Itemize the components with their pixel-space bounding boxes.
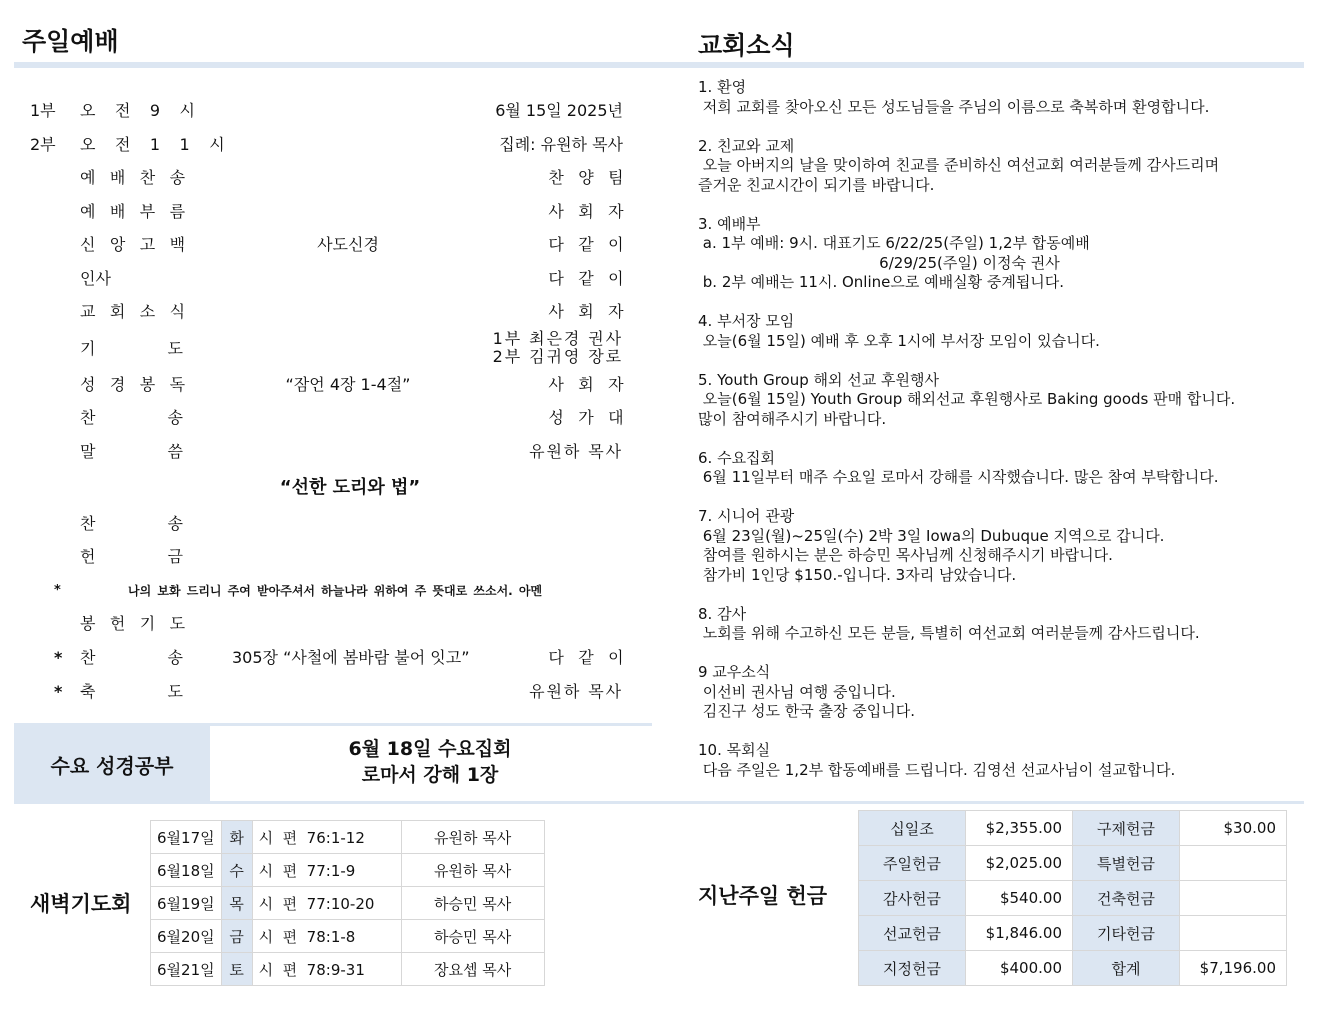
wednesday-line-1: 6월 18일 수요집회 [348,738,512,760]
table-row [859,811,1287,846]
item-name: 교회소식 [80,302,200,321]
offering-response: 나의 보화 드리니 주여 받아주셔서 하늘나라 위하여 주 뜻대로 쓰소서. 아멘 [128,584,543,598]
dawn-passage: 시 편 77:1-9 [252,854,401,887]
news-item [698,605,1288,644]
item-leader: 찬양팀 [548,168,638,187]
dawn-prayer-table [150,820,545,986]
service-2-time: 오 전 1 1 시 [80,135,232,154]
news-item-text: 오늘 아버지의 날을 맞이하여 친교를 준비하신 여선교회 여러분들께 감사드리며 [698,156,1220,174]
news-item [698,371,1288,430]
news-item [698,663,1288,722]
item-name: 축도 [80,682,255,701]
wednesday-label: 수요 성경공부 [14,726,210,802]
news-item [698,137,1288,196]
news-item-text: 다음 주일은 1,2부 합동예배를 드립니다. 김영선 선교사님이 설교합니다. [698,760,1176,779]
service-date: 6월 15일 2025년 [495,101,623,120]
news-item-title: 7. 시니어 관광 [698,507,795,525]
offering-category: 합계 [1073,951,1180,986]
sermon-title: “선한 도리와 법” [279,477,421,498]
offering-category: 지정헌금 [859,951,966,986]
table-row [859,846,1287,881]
wednesday-line-2: 로마서 강해 1장 [361,764,499,786]
officiant: 집례: 유원하 목사 [499,135,623,154]
offering-category: 구제헌금 [1073,811,1180,846]
offering-category: 건축헌금 [1073,881,1180,916]
news-item-text: 참가비 1인당 $150.-입니다. 3자리 남았습니다. [698,565,1017,584]
offering-amount [1180,881,1287,916]
item-name: 신앙고백 [80,235,200,254]
news-title: 교회소식 [698,31,795,60]
dawn-date: 6월20일 [151,920,222,953]
item-leader: 사회자 [548,375,638,394]
news-item-title: 10. 목회실 [698,741,771,759]
item-name: 봉헌기도 [80,614,200,633]
dawn-day: 수 [221,854,252,887]
news-item-title: 6. 수요집회 [698,448,776,467]
title-divider [14,62,1304,68]
item-leader: 성가대 [548,408,638,427]
dawn-date: 6월17일 [151,821,222,854]
dawn-date: 6월18일 [151,854,222,887]
item-detail: 사도신경 [317,235,379,254]
offering-amount: $30.00 [1180,811,1287,846]
offering-amount: $2,355.00 [966,811,1073,846]
news-item-title: 4. 부서장 모임 [698,312,795,330]
news-item-text: 오늘(6월 15일) Youth Group 해외선교 후원행사로 Baking goods 판매 합니다. [698,390,1236,408]
news-item-text: 저희 교회를 찾아오신 모든 성도님들을 주님의 이름으로 축복하며 환영합니다. [698,97,1210,116]
item-name: 찬송 [80,408,255,427]
dawn-day: 목 [221,887,252,920]
item-name: 예배부름 [80,202,200,221]
bottom-divider [14,801,1304,804]
item-name: 기도 [80,339,255,358]
news-item-title: 3. 예배부 [698,214,761,233]
table-row [151,953,545,986]
news-item-text: b. 2부 예배는 11시. Online으로 예배실황 중계됩니다. [698,273,1065,291]
news-item-title: 8. 감사 [698,604,747,623]
offering-table [858,810,1287,986]
table-row [151,887,545,920]
prayer-leader-1: 1부 최은경 권사 [492,329,623,348]
offering-amount: $1,846.00 [966,916,1073,951]
news-item-text: 6/29/25(주일) 이정숙 권사 [698,253,1060,272]
dawn-leader: 하승민 목사 [401,920,544,953]
item-leader: 다같이 [548,648,638,667]
table-row [859,951,1287,986]
news-item-title: 1. 환영 [698,78,747,96]
item-leader: 사회자 [548,302,638,321]
star-mark: * [54,682,63,701]
offering-category: 기타헌금 [1073,916,1180,951]
offering-amount: $7,196.00 [1180,951,1287,986]
dawn-date: 6월21일 [151,953,222,986]
dawn-day: 금 [221,920,252,953]
news-item-text: 김진구 성도 한국 출장 중입니다. [698,702,915,720]
item-name: 성경봉독 [80,375,200,394]
news-item-title: 9 교우소식 [698,663,771,681]
dawn-passage: 시 편 78:9-31 [252,953,401,986]
service-2-label: 2부 [30,135,56,154]
scripture: “잠언 4장 1-4절” [285,375,411,394]
offering-amount [1180,846,1287,881]
item-name: 인사 [80,269,111,288]
news-item [698,215,1288,293]
table-row [151,821,545,854]
news-item-text: 참여를 원하시는 분은 하승민 목사님께 신청해주시기 바랍니다. [698,546,1113,564]
news-item-text: 많이 참여해주시기 바랍니다. [698,409,887,428]
offering-label: 지난주일 헌금 [698,884,828,908]
offering-category: 십일조 [859,811,966,846]
item-leader: 유원하 목사 [529,442,623,461]
dawn-passage: 시 편 78:1-8 [252,920,401,953]
dawn-day: 화 [221,821,252,854]
item-name: 예배찬송 [80,168,200,187]
church-news [698,78,1288,800]
item-name: 찬송 [80,648,255,667]
worship-title: 주일예배 [22,27,119,56]
dawn-leader: 하승민 목사 [401,887,544,920]
news-item [698,507,1288,585]
item-name: 찬송 [80,514,255,533]
table-row [151,920,545,953]
dawn-passage: 시 편 77:10-20 [252,887,401,920]
prayer-leader-2: 2부 김귀영 장로 [492,347,623,366]
news-item [698,78,1288,117]
news-item-text: 노회를 위해 수고하신 모든 분들, 특별히 여선교회 여러분들께 감사드립니다. [698,624,1200,642]
star-mark: * [54,583,61,598]
offering-amount: $540.00 [966,881,1073,916]
service-1-time: 오 전 9 시 [80,101,203,120]
news-item [698,449,1288,488]
dawn-leader: 유원하 목사 [401,821,544,854]
item-leader: 사회자 [548,202,638,221]
news-item-text: 즐거운 친교시간이 되기를 바랍니다. [698,175,935,194]
item-leader: 유원하 목사 [529,682,623,701]
news-item-text: 6월 11일부터 매주 수요일 로마서 강해를 시작했습니다. 많은 참여 부탁합니다. [698,468,1219,486]
offering-amount: $2,025.00 [966,846,1073,881]
dawn-passage: 시 편 76:1-12 [252,821,401,854]
dawn-prayer-label: 새벽기도회 [30,892,132,916]
service-1-label: 1부 [30,101,56,120]
news-item-title: 5. Youth Group 해외 선교 후원행사 [698,370,939,389]
table-row [151,854,545,887]
table-row [859,916,1287,951]
dawn-day: 토 [221,953,252,986]
offering-category: 특별헌금 [1073,846,1180,881]
closing-hymn: 305장 “사철에 봄바람 불어 잇고” [232,648,470,667]
dawn-leader: 장요셉 목사 [401,953,544,986]
news-item [698,312,1288,351]
news-item [698,741,1288,780]
offering-amount [1180,916,1287,951]
item-name: 헌금 [80,547,255,566]
offering-category: 선교헌금 [859,916,966,951]
news-item-text: 오늘(6월 15일) 예배 후 오후 1시에 부서장 모임이 있습니다. [698,331,1100,350]
offering-category: 주일헌금 [859,846,966,881]
dawn-date: 6월19일 [151,887,222,920]
star-mark: * [54,648,63,667]
dawn-leader: 유원하 목사 [401,854,544,887]
news-item-title: 2. 친교와 교제 [698,136,795,155]
item-leader: 다같이 [548,269,638,288]
offering-category: 감사헌금 [859,881,966,916]
item-leader: 다같이 [548,235,638,254]
table-row [859,881,1287,916]
news-item-text: a. 1부 예배: 9시. 대표기도 6/22/25(주일) 1,2부 합동예배 [698,234,1090,252]
news-item-text: 이선비 권사님 여행 중입니다. [698,682,896,701]
wednesday-info [210,726,650,802]
offering-amount: $400.00 [966,951,1073,986]
news-item-text: 6월 23일(월)~25일(수) 2박 3일 Iowa의 Dubuque 지역으로 갑니다. [698,526,1165,545]
item-name: 말씀 [80,442,255,461]
